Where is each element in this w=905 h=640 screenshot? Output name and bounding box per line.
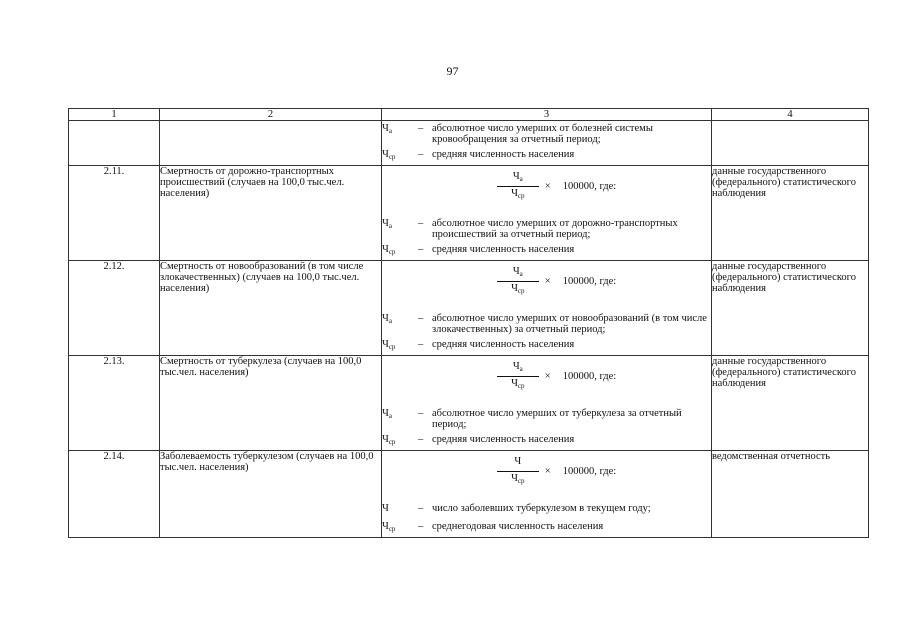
source-cell [712, 121, 869, 166]
definition-item: $Ч_{ср}$ – средняя численность населения [382, 434, 711, 448]
indicator-name: Смертность от туберкулеза (случаев на 100,0 тыс.чел. населения) [160, 356, 382, 451]
definition-symbol: $Ч_а$ [382, 123, 392, 135]
page-number: 97 [446, 64, 459, 78]
table-row [69, 166, 869, 261]
formula-cell [382, 261, 712, 356]
definition-text: средняя численность населения [432, 244, 575, 255]
formula-cell [382, 121, 712, 166]
row-number-cell [69, 121, 160, 166]
definition-text: среднегодовая численность населения [432, 521, 604, 532]
definition-text: средняя численность населения [432, 149, 575, 160]
column-header: 4 [712, 109, 869, 121]
column-header: 1 [69, 109, 160, 121]
definition-symbol: $Ч_{ср}$ [382, 521, 396, 533]
definition-item: $Ч_{ср}$ – среднегодовая численность населения [382, 521, 711, 535]
definition-symbol: $Ч_а$ [382, 218, 392, 230]
definition-item: $Ч_а$ – абсолютное число умерших от новообразований (в том числе злокачественных) за отчетный период; [382, 313, 711, 335]
data-source: данные государственного (федерального) статистического наблюдения [712, 356, 869, 451]
indicator-name: Заболеваемость туберкулезом (случаев на 100,0 тыс.чел. населения) [160, 451, 382, 538]
column-header: 2 [160, 109, 382, 121]
row-number: 2.12. [69, 261, 160, 356]
formula: $\frac{Ч_а}{Ч_{ср}}$ × 100000, где: [382, 356, 711, 396]
data-source: данные государственного (федерального) статистического наблюдения [712, 261, 869, 356]
formula-cell [382, 166, 712, 261]
definition-item: Ч – число заболевших туберкулезом в текущем году; [382, 503, 711, 517]
formula-tail: 100000, где: [562, 180, 617, 192]
row-number: 2.14. [69, 451, 160, 538]
definition-symbol: $Ч_{ср}$ [382, 149, 396, 161]
definition-item: $Ч_а$ – абсолютное число умерших от болезней системы кровообращения за отчетный период; [382, 123, 711, 145]
definition-item: $Ч_{ср}$ – средняя численность населения [382, 339, 711, 353]
definition-symbol: $Ч_{ср}$ [382, 339, 396, 351]
formula: $\frac{Ч_а}{Ч_{ср}}$ × 100000, где: [382, 261, 711, 301]
fraction: $\frac{Ч}{Ч_{ср}}$ [497, 456, 539, 487]
table-header-row [69, 109, 869, 121]
definition-item: $Ч_{ср}$ – средняя численность населения [382, 149, 711, 163]
table-row [69, 451, 869, 538]
indicator-name: Смертность от дорожно-транспортных происшествий (случаев на 100,0 тыс.чел. населения) [160, 166, 382, 261]
definition-symbol: $Ч_а$ [382, 313, 392, 325]
definition-text: абсолютное число умерших от болезней системы кровообращения за отчетный период; [432, 123, 653, 145]
fraction: $\frac{Ч_а}{Ч_{ср}}$ [497, 361, 539, 392]
row-number: 2.11. [69, 166, 160, 261]
data-source: данные государственного (федерального) статистического наблюдения [712, 166, 869, 261]
definition-text: абсолютное число умерших от туберкулеза за отчетный период; [432, 408, 682, 430]
data-source: ведомственная отчетность [712, 451, 869, 538]
fraction: $\frac{Ч_а}{Ч_{ср}}$ [497, 171, 539, 202]
definition-text: средняя численность населения [432, 339, 575, 350]
table-row [69, 261, 869, 356]
indicator-table [68, 108, 869, 538]
definition-text: абсолютное число умерших от дорожно-транспортных происшествий за отчетный период; [432, 218, 678, 240]
definition-symbol: $Ч_{ср}$ [382, 434, 396, 446]
column-header: 3 [382, 109, 712, 121]
definition-symbol: $Ч_а$ [382, 408, 392, 420]
formula-cell [382, 451, 712, 538]
formula-tail: 100000, где: [562, 275, 617, 287]
formula: $\frac{Ч_а}{Ч_{ср}}$ × 100000, где: [382, 166, 711, 206]
indicator-name-cell [160, 121, 382, 166]
definition-item: $Ч_{ср}$ – средняя численность населения [382, 244, 711, 258]
formula-cell [382, 356, 712, 451]
definition-item: $Ч_а$ – абсолютное число умерших от туберкулеза за отчетный период; [382, 408, 711, 430]
formula-tail: 100000, где: [562, 370, 617, 382]
definition-text: число заболевших туберкулезом в текущем году; [432, 503, 651, 514]
definition-symbol: Ч [382, 503, 389, 514]
definition-symbol: $Ч_{ср}$ [382, 244, 396, 256]
formula: $\frac{Ч}{Ч_{ср}}$ × 100000, где: [382, 451, 711, 491]
table-row [69, 356, 869, 451]
formula-tail: 100000, где: [562, 465, 617, 477]
table-row [69, 121, 869, 166]
definition-text: средняя численность населения [432, 434, 575, 445]
fraction: $\frac{Ч_а}{Ч_{ср}}$ [497, 266, 539, 297]
row-number: 2.13. [69, 356, 160, 451]
definition-item: $Ч_а$ – абсолютное число умерших от дорожно-транспортных происшествий за отчетный период; [382, 218, 711, 240]
definition-text: абсолютное число умерших от новообразований (в том числе злокачественных) за отчетный период; [432, 313, 707, 335]
indicator-name: Смертность от новообразований (в том числе злокачественных) (случаев на 100,0 тыс.чел. населения) [160, 261, 382, 356]
